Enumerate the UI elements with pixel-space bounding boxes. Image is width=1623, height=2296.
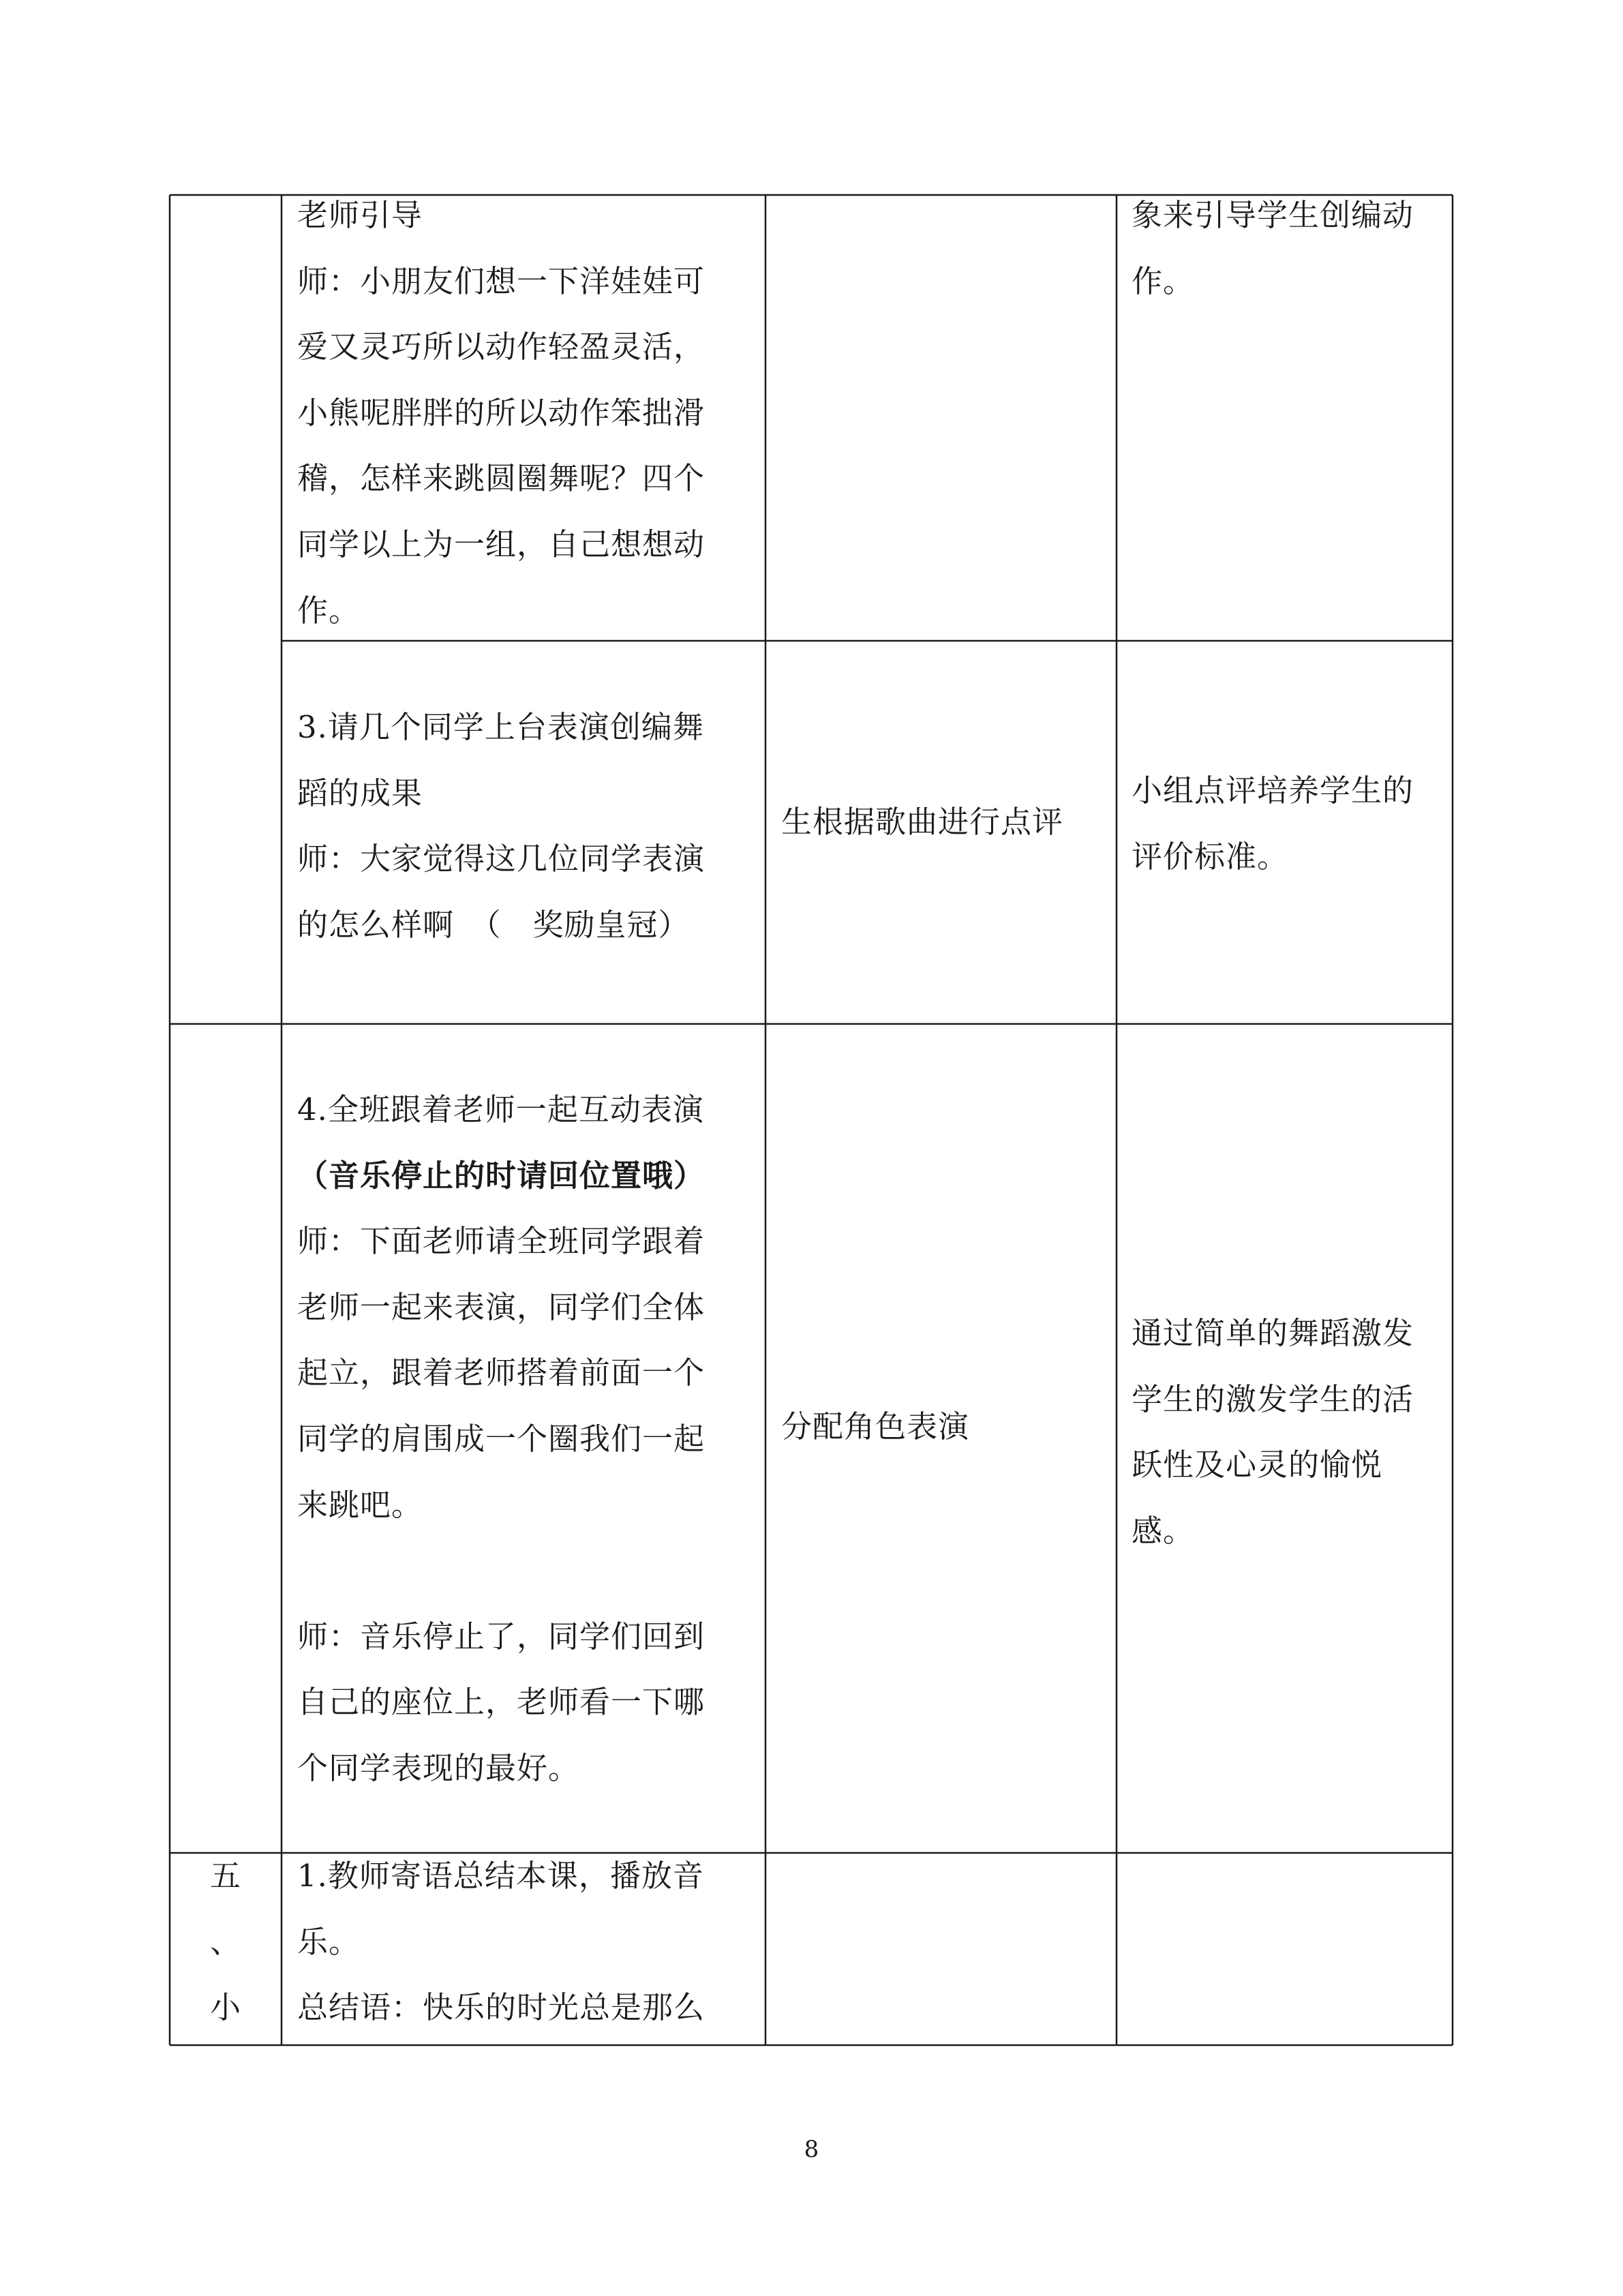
row2-activity-line: 3.请几个同学上台表演创编舞 [297, 709, 704, 745]
row2-intent-line: 评价标准。 [1132, 838, 1289, 875]
row3-activity-cell [297, 1077, 705, 1802]
row3-activity-line: 个同学表现的最好。 [297, 1749, 580, 1786]
row1-intent-cell [1132, 183, 1414, 314]
row3-activity-line-emphasis: （音乐停止的时请回位置哦） [297, 1157, 706, 1194]
row3-activity-line: 来跳吧。 [297, 1486, 423, 1523]
row2-activity-line: 的怎么样啊 （ 奖励皇冠） [297, 906, 690, 943]
row2-activity-line: 师：大家觉得这几位同学表演 [297, 841, 706, 877]
row2-intent-line: 小组点评培养学生的 [1132, 772, 1414, 809]
row2-student-cell [781, 789, 1063, 856]
row4-activity-line: 总结语：快乐的时光总是那么 [297, 1989, 706, 2026]
row4-stage-char: 小 [209, 1989, 241, 2026]
row3-activity-line: 起立，跟着老师搭着前面一个 [297, 1355, 706, 1391]
row1-activity-line: 师：小朋友们想一下洋娃娃可 [297, 262, 706, 299]
row1-intent-line: 作。 [1132, 262, 1195, 299]
row4-stage-char: 五 [209, 1858, 241, 1894]
row3-activity-line: 同学的肩围成一个圈我们一起 [297, 1420, 706, 1457]
row1-intent-line: 象来引导学生创编动 [1132, 197, 1414, 233]
row3-intent-line: 学生的激发学生的活 [1132, 1380, 1414, 1417]
row3-activity-line: 师：音乐停止了，同学们回到 [297, 1618, 706, 1655]
row1-activity-line: 同学以上为一组，自己想想动 [297, 526, 706, 562]
row1-activity-line: 小熊呢胖胖的所以动作笨拙滑 [297, 394, 706, 431]
row4-stage-char: 、 [209, 1923, 241, 1960]
row3-intent-line: 跃性及心灵的愉悦 [1132, 1447, 1383, 1483]
row1-activity-line: 爱又灵巧所以动作轻盈灵活， [297, 329, 706, 365]
row3-activity-line: 自己的座位上，老师看一下哪 [297, 1684, 706, 1721]
row3-activity-blank-line [297, 1538, 705, 1604]
row3-intent-line: 感。 [1132, 1512, 1195, 1549]
row4-activity-line: 1.教师寄语总结本课，播放音 [297, 1858, 704, 1894]
row4-activity-line: 乐。 [297, 1923, 361, 1960]
row3-student-cell [781, 1394, 969, 1460]
row1-activity-line: 稽，怎样来跳圆圈舞呢？四个 [297, 460, 706, 497]
row1-activity-line: 老师引导 [297, 197, 423, 233]
row2-activity-line: 蹈的成果 [297, 774, 423, 811]
row3-intent-cell [1132, 1301, 1414, 1564]
row2-student-line: 生根据歌曲进行点评 [781, 804, 1064, 840]
row2-activity-cell [297, 695, 705, 958]
row2-intent-cell [1132, 758, 1414, 890]
row3-activity-line: 4.全班跟着老师一起互动表演 [297, 1091, 704, 1128]
row1-activity-line: 作。 [297, 592, 361, 629]
row3-intent-line: 通过简单的舞蹈激发 [1132, 1315, 1414, 1351]
row3-activity-line: 老师一起来表演，同学们全体 [297, 1288, 706, 1325]
row3-activity-line: 师：下面老师请全班同学跟着 [297, 1223, 706, 1260]
row4-stage-cell [170, 1843, 282, 2041]
row1-activity-cell [297, 183, 705, 644]
row4-activity-cell [297, 1843, 705, 2041]
row3-student-line: 分配角色表演 [781, 1408, 970, 1445]
page-number: 8 [804, 2136, 819, 2163]
